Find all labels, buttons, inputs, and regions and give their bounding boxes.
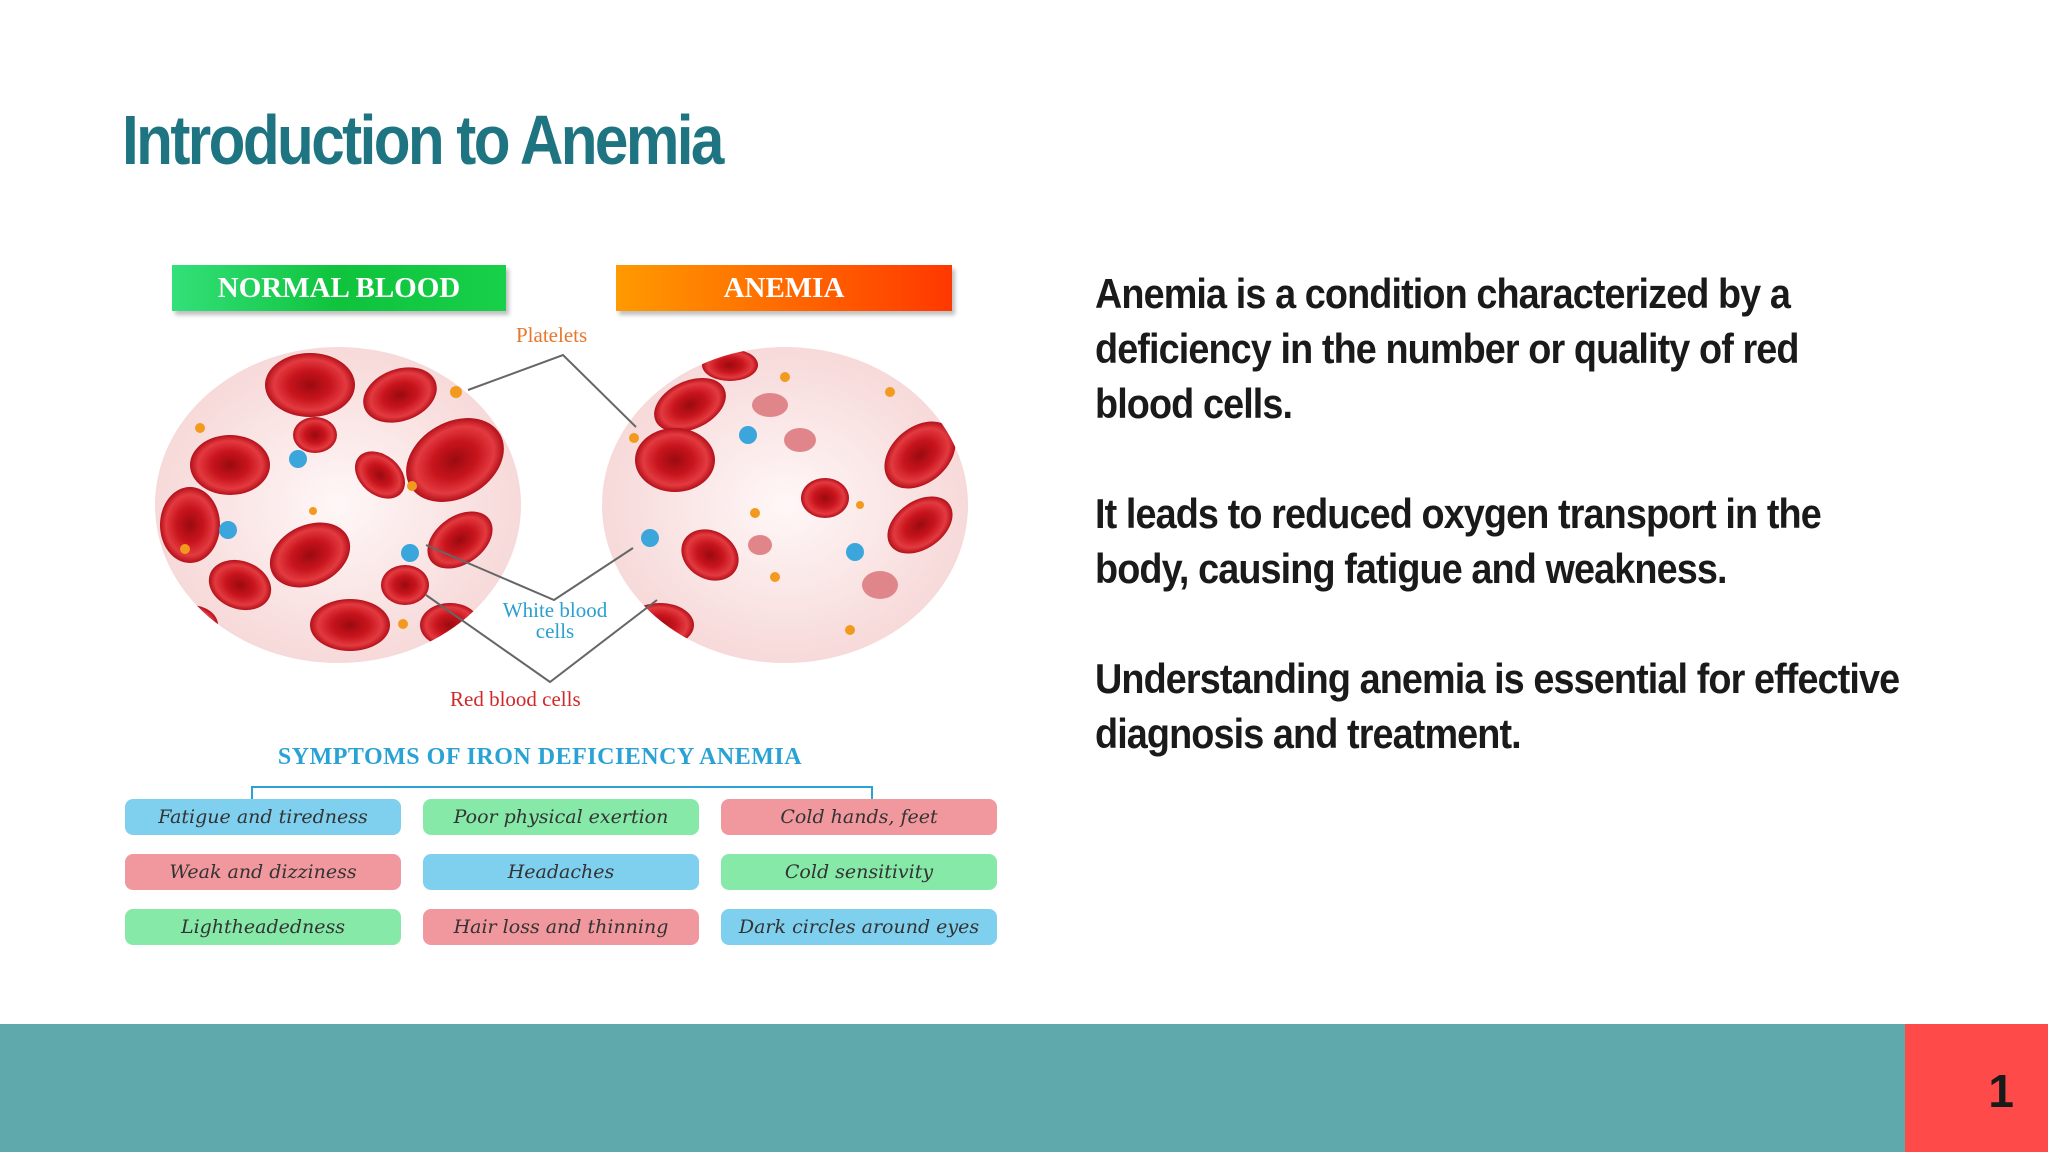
platelets-label: Platelets: [516, 323, 588, 347]
symptom-chip: Lightheadedness: [125, 909, 401, 945]
body-paragraph: Understanding anemia is essential for effective diagnosis and treatment.: [1095, 655, 1900, 757]
normal-blood-banner: NORMAL BLOOD: [172, 265, 506, 311]
white-blood-cells-label-line1: White blood: [502, 598, 608, 622]
symptom-chip: Weak and dizziness: [125, 854, 401, 890]
white-blood-cells-label: [475, 600, 635, 642]
page-number: 1: [1988, 1065, 2014, 1117]
symptom-chip: Dark circles around eyes: [721, 909, 997, 945]
slide-body: [1095, 266, 1995, 816]
red-blood-cells-label: Red blood cells: [450, 687, 581, 711]
symptoms-title: SYMPTOMS OF IRON DEFICIENCY ANEMIA: [277, 744, 803, 770]
normal-blood-circle: [155, 347, 521, 676]
body-paragraph: Anemia is a condition characterized by a deficiency in the number or quality of red blood cells.: [1095, 270, 1799, 427]
footer-band: [0, 1024, 1905, 1152]
symptom-chip: Headaches: [423, 854, 699, 890]
body-paragraph: It leads to reduced oxygen transport in the body, causing fatigue and weakness.: [1095, 490, 1821, 592]
slide-title: Introduction to Anemia: [122, 101, 722, 179]
anemia-blood-circle: [602, 347, 969, 663]
page-number-box: [1905, 1024, 2048, 1152]
symptom-chip: Poor physical exertion: [423, 799, 699, 835]
anemia-banner: ANEMIA: [616, 265, 952, 311]
symptom-chip: Hair loss and thinning: [423, 909, 699, 945]
symptom-chip: Cold sensitivity: [721, 854, 997, 890]
anemia-illustration: [120, 255, 1020, 975]
symptom-chip: Fatigue and tiredness: [125, 799, 401, 835]
white-blood-cells-label-line2: cells: [535, 619, 575, 643]
symptom-chip: Cold hands, feet: [721, 799, 997, 835]
